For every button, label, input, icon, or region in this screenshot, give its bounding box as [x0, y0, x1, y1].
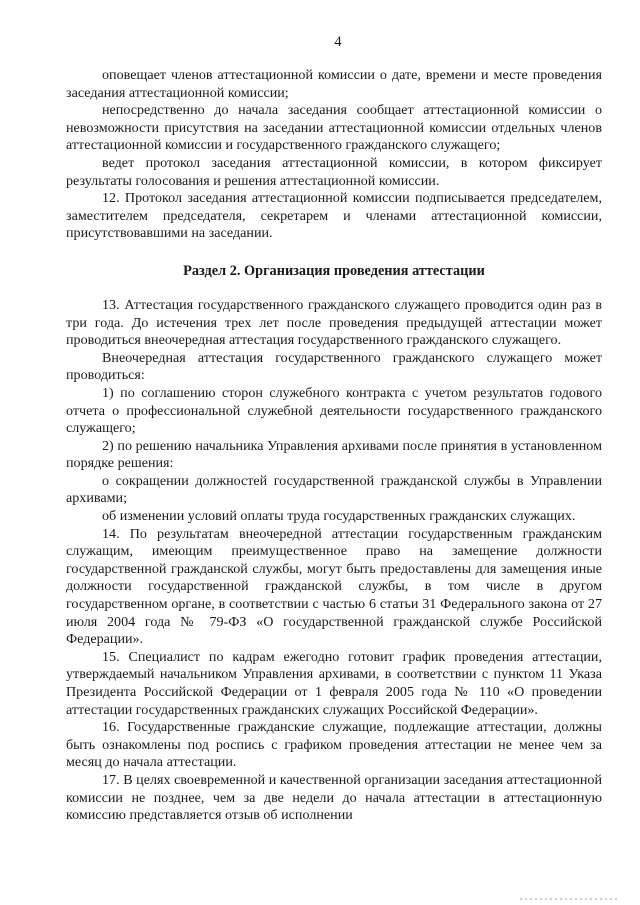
paragraph-item-12: 12. Протокол заседания аттестационной комиссии подписывается председателем, заместителем председателя, секретарем и членами аттестационной комиссии, присутствовавшими на заседании. [66, 190, 602, 242]
scan-edge-dots [520, 898, 620, 900]
paragraph-extraordinary-attestation: Внеочередная аттестация государственного гражданского служащего может проводиться: [66, 349, 602, 384]
paragraph-pay-change: об изменении условий оплаты труда государственных гражданских служащих. [102, 508, 576, 525]
paragraph-item-13: 13. Аттестация государственного гражданского служащего проводится один раз в три года. До истечения трех лет после проведения предыдущей аттестации может проводиться внеочередная аттестация государственного гражданского служащего. [66, 296, 602, 349]
paragraph-item-15: 15. Специалист по кадрам ежегодно готовит график проведения аттестации, утверждаемый начальником Управления архивами, в соответствии с пунктом 11 Указа Президента Российской Федерации от 1 февраля 2005 года № 110 «О проведении аттестации государственных гражданских служащих Российской Федерации». [66, 648, 602, 718]
paragraph-condition-1: 1) по соглашению сторон служебного контракта с учетом результатов годового отчета о профессиональной служебной деятельности государственного гражданского служащего; [66, 384, 602, 437]
paragraph-item-14: 14. По результатам внеочередной аттестации государственным гражданским служащим, имеющим преимущественное право на замещение должности государственной гражданской службы, могут быть предоставлены для замещения иные должности государственной гражданской службы, в том числе в другом государственном органе, в соответствии с частью 6 статьи 31 Федерального закона от 27 июля 2004 года № 79-ФЗ «О государственной гражданской службе Российской Федерации». [66, 525, 602, 648]
paragraph-keep-minutes: ведет протокол заседания аттестационной комиссии, в котором фиксирует результаты голосования и решения аттестационной комиссии. [66, 154, 602, 189]
paragraph-item-17: 17. В целях своевременной и качественной организации заседания аттестационной комиссии не позднее, чем за две недели до начала аттестации в аттестационную комиссию представляется отзыв об исполнении [66, 771, 602, 824]
section-title: Раздел 2. Организация проведения аттестации [183, 262, 485, 279]
paragraph-staff-reduction: о сокращении должностей государственной гражданской службы в Управлении архивами; [66, 472, 602, 507]
page-number: 4 [334, 34, 342, 50]
paragraph-report-absence: непосредственно до начала заседания сообщает аттестационной комиссии о невозможности присутствия на заседании аттестационной комиссии отдельных членов аттестационной комиссии и государственного гражданского служащего; [66, 102, 602, 154]
paragraph-item-16: 16. Государственные гражданские служащие, подлежащие аттестации, должны быть ознакомлены под роспись с графиком проведения аттестации не менее чем за месяц до начала аттестации. [66, 719, 602, 771]
paragraph-notify-members: оповещает членов аттестационной комиссии о дате, времени и месте проведения заседания аттестационной комиссии; [66, 67, 602, 101]
paragraph-condition-2: 2) по решению начальника Управления архивами после принятия в установленном порядке решения: [66, 437, 602, 472]
